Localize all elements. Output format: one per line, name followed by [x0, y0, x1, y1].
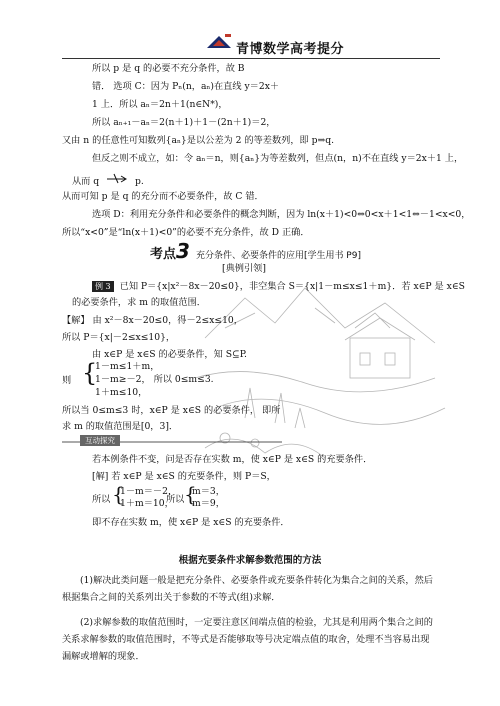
text-line: 又由 n 的任意性可知数列{aₙ}是以公差为 2 的等差数列，即 p⇒q.: [62, 135, 335, 146]
text-fragment: m＝9，: [192, 498, 225, 509]
text-line: 求 m 的取值范围是[0，3]．: [62, 421, 179, 432]
brand-title: 青博数学高考提分: [236, 42, 345, 57]
text-line: 但反之则不成立，如：令 aₙ＝n，则{aₙ}为等差数列，但点(n，n)不在直线 y＝2x＋1 上，: [92, 153, 464, 164]
method-paragraph: (2)求解参数的取值范围时，一定要注意区间端点值的检验，尤其是利用两个集合之间的关系求解参数的取值范围时，不等式是否能够取等号决定端点值的取舍，处理不当容易出现漏解或增解的现象．: [62, 617, 433, 662]
left-brace-icon: {: [184, 482, 197, 506]
text-line: [解] 若 x∈P 是 x∈S 的充要条件，则 P＝S，: [92, 471, 276, 482]
text-line: 的必要条件，求 m 的取值范围．: [72, 297, 206, 308]
text-fragment: 1＋m≤10，: [95, 387, 148, 398]
text-fragment: 所以: [92, 494, 111, 505]
text-line: 1 上．所以 aₙ＝2n＋1(n∈N*)，: [92, 99, 228, 110]
text-fragment: m＝3，: [192, 486, 225, 497]
text-line: [92, 280, 465, 293]
text-fragment: 1－m≥－2， 所以 0≤m≤3.: [95, 374, 214, 385]
section-heading: [150, 239, 361, 263]
text-fragment: p.: [135, 176, 144, 187]
left-brace-icon: {: [112, 482, 125, 506]
text-fragment: 1－m≤1＋m，: [95, 361, 160, 372]
text-line: 所以“x<0”是“ln(x＋1)<0”的必要不充分条件，故 D 正确．: [62, 227, 310, 238]
text-line: 从而可知 p 是 q 的充分而不必要条件，故 C 错．: [62, 191, 264, 202]
text-fragment: 所以: [166, 494, 185, 505]
text-fragment: 则: [62, 375, 72, 386]
subsection-heading: [典例引领]: [222, 263, 266, 274]
text-line: 所以当 0≤m≤3 时，x∈P 是 x∈S 的必要条件， 即所: [62, 405, 281, 416]
text-line: 由 x∈P 是 x∈S 的必要条件，知 S⊆P.: [92, 349, 247, 360]
text-line: 若本例条件不变，问是否存在实数 m，使 x∈P 是 x∈S 的充要条件．: [92, 454, 373, 465]
hudong-tag: 互动探究: [80, 435, 120, 446]
kaodian-subtitle: 充分条件、必要条件的应用[学生用书 P9]: [195, 251, 361, 261]
text-line: 所以 aₙ₊₁－aₙ＝2(n＋1)＋1－(2n＋1)＝2，: [92, 117, 276, 128]
kaodian-number: 3: [176, 239, 190, 263]
example-badge: 例 3: [92, 281, 114, 292]
text-line: 所以 P＝{x|－2≤x≤10}，: [62, 332, 176, 343]
method-paragraph: (1)解决此类问题一般是把充分条件、必要条件或充要条件转化为集合之间的关系，然后根据集合之间的关系列出关于参数的不等式(组)求解．: [62, 575, 433, 603]
text-line: 选项 D：利用充分条件和必要条件的概念判断，因为 ln(x＋1)<0⇔0<x＋1<1⇔－1<x<0，: [92, 209, 471, 220]
text-fragment: 1－m＝－2，: [120, 486, 178, 497]
text-fragment: 1＋m＝10，: [120, 498, 174, 509]
not-implies-arrow-icon: [106, 172, 128, 188]
left-brace-icon: {: [82, 359, 98, 387]
text-line: 错． 选项 C：因为 Pₙ(n，aₙ)在直线 y＝2x＋: [92, 81, 280, 92]
text-line: 【解】 由 x²－8x－20≤0，得－2≤x≤10，: [62, 315, 243, 326]
text-line: 所以 p 是 q 的必要不充分条件，故 B: [92, 63, 245, 74]
text-fragment: 已知 P＝{x|x²－8x－20≤0}，非空集合 S＝{x|1－m≤x≤1＋m}．若 x∈P 是 x∈S: [119, 281, 465, 292]
header-rule: [62, 58, 440, 59]
method-title: 根据充要条件求解参数范围的方法: [178, 555, 322, 566]
text-fragment: 从而 q: [72, 176, 100, 187]
text-line: 即不存在实数 m，使 x∈P 是 x∈S 的充要条件．: [92, 517, 290, 528]
kaodian-label: 考点: [150, 247, 177, 262]
text-line: [72, 172, 144, 188]
